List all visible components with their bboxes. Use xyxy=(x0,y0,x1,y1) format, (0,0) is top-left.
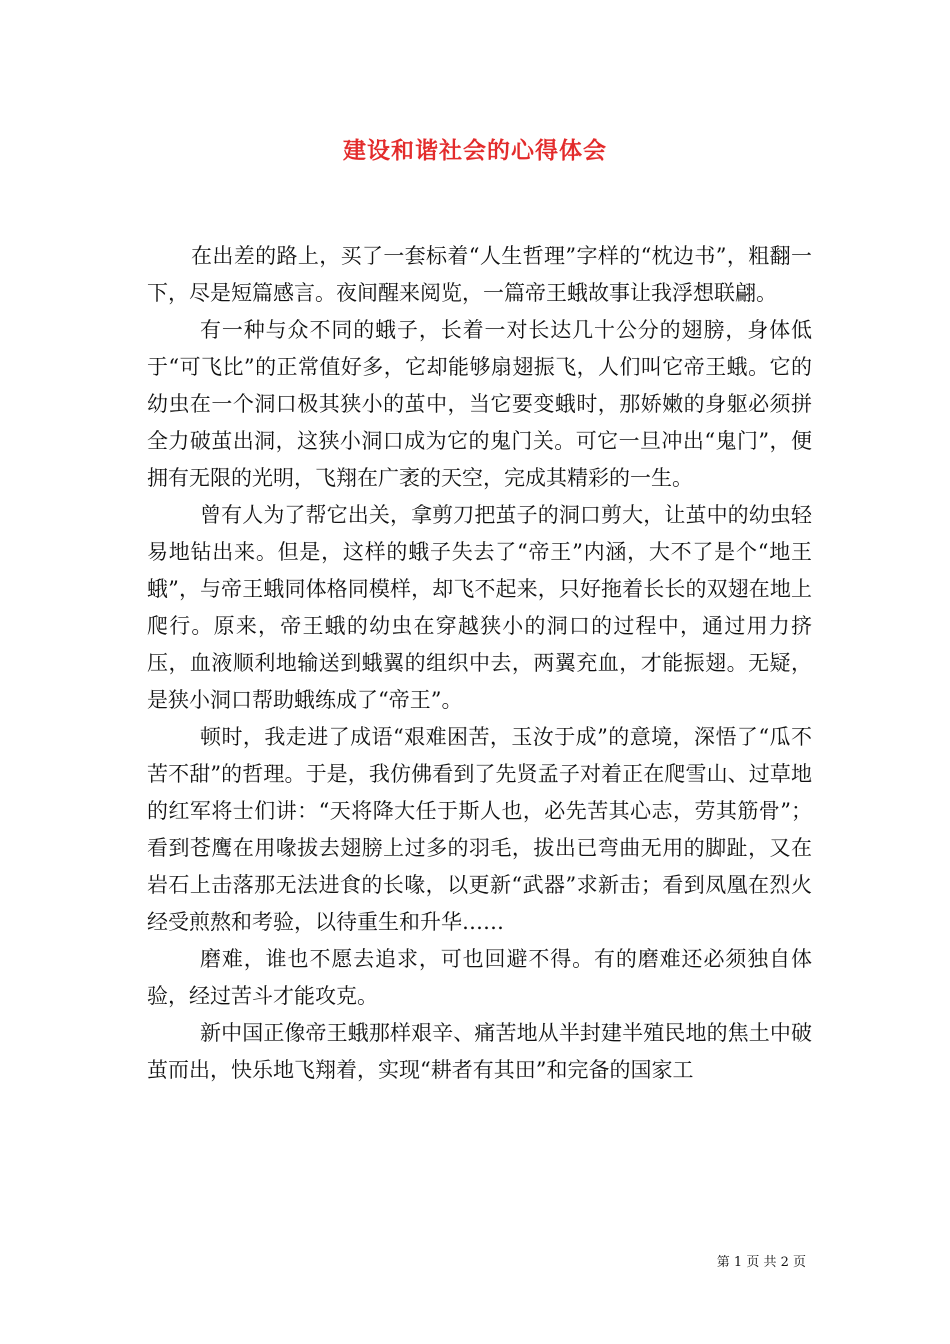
paragraph-2: 有一种与众不同的蛾子，长着一对长达几十公分的翅膀，身体低于“可飞比”的正常值好多，它却能够扇翅振飞，人们叫它帝王蛾。它的幼虫在一个洞口极其狭小的茧中，当它要变蛾时，那娇嫩的身躯必须拼全力破茧出洞，这狭小洞口成为它的鬼门关。可它一旦冲出“鬼门”，便拥有无限的光明，飞翔在广袤的天空，完成其精彩的一生。 xyxy=(147,318,812,490)
paragraph-6: 新中国正像帝王蛾那样艰辛、痛苦地从半封建半殖民地的焦土中破茧而出，快乐地飞翔着，实现“耕者有其田”和完备的国家工 xyxy=(147,1021,812,1082)
document-body xyxy=(147,238,812,1089)
paragraph-1: 在出差的路上，买了一套标着“人生哲理”字样的“枕边书”，粗翻一下，尽是短篇感言。夜间醒来阅览，一篇帝王蛾故事让我浮想联翩。 xyxy=(147,244,812,305)
paragraph-5: 磨难，谁也不愿去追求，可也回避不得。有的磨难还必须独自体验，经过苦斗才能攻克。 xyxy=(147,947,812,1008)
paragraph-4: 顿时，我走进了成语“艰难困苦，玉汝于成”的意境，深悟了“瓜不苦不甜”的哲理。于是，我仿佛看到了先贤孟子对着正在爬雪山、过草地的红军将士们讲：“天将降大任于斯人也，必先苦其心志，劳其筋骨”；看到苍鹰在用喙拔去翅膀上过多的羽毛，拔出已弯曲无用的脚趾，又在岩石上击落那无法进食的长喙，以更新“武器”求新击；看到凤凰在烈火经受煎熬和考验，以待重生和升华…… xyxy=(147,725,812,934)
document-title: 建设和谐社会的心得体会 xyxy=(343,137,607,164)
page-indicator: 第 1 页 共 2 页 xyxy=(716,1255,806,1270)
paragraph-3: 曾有人为了帮它出关，拿剪刀把茧子的洞口剪大，让茧中的幼虫轻易地钻出来。但是，这样的蛾子失去了“帝王”内涵，大不了是个“地王蛾”，与帝王蛾同体格同模样，却飞不起来，只好拖着长长的双翅在地上爬行。原来，帝王蛾的幼虫在穿越狭小的洞口的过程中，通过用力挤压，血液顺利地输送到蛾翼的组织中去，两翼充血，才能振翅。无疑，是狭小洞口帮助蛾练成了“帝王”。 xyxy=(147,503,812,712)
